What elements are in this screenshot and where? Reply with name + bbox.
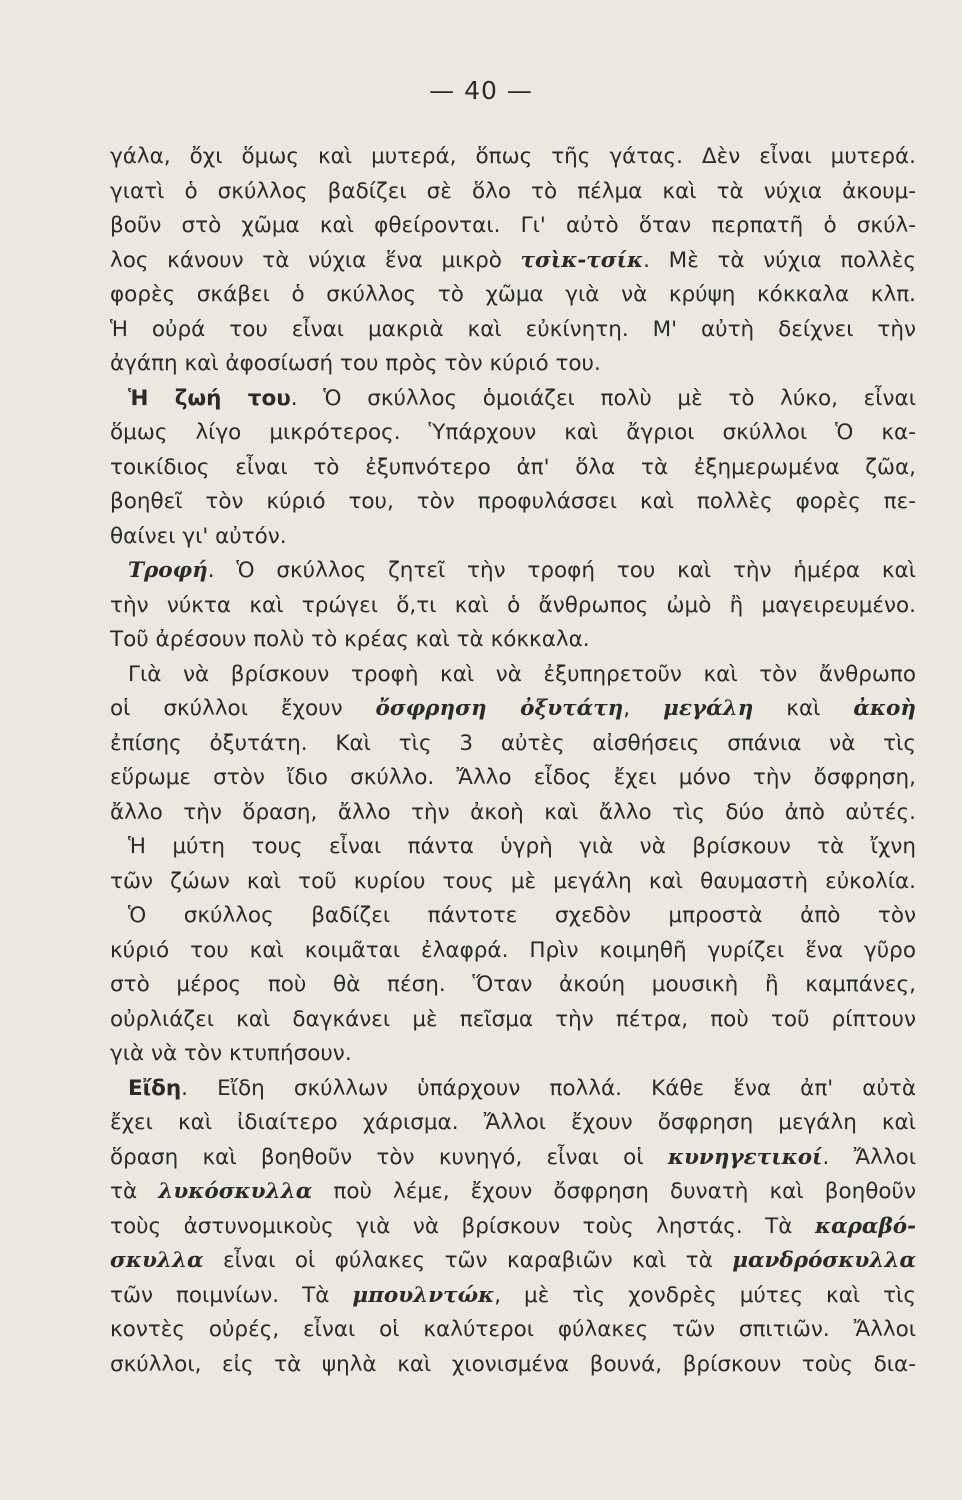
text-line xyxy=(110,175,916,210)
line-text: . Μὲ τὰ νύχια πολλὲς xyxy=(643,247,916,273)
emphasis-text: μπουλντώκ xyxy=(352,1282,495,1308)
line-text: βοῦν στὸ χῶμα καὶ φθείρονται. Γι' αὐτὸ ὅταν περπατῆ ὁ σκύλ- xyxy=(110,213,916,238)
line-text: εὕρωμε στὸν ἴδιο σκύλλο. Ἄλλο εἶδος ἔχει μόνο τὴν ὄσφρηση, xyxy=(110,765,916,790)
text-line xyxy=(110,313,916,348)
line-text: . Εἴδη σκύλλων ὑπάρχουν πολλά. Κάθε ἕνα ἀπ' αὐτὰ xyxy=(181,1075,916,1101)
text-line xyxy=(110,1106,916,1141)
text-line xyxy=(110,968,916,1003)
line-text: , μὲ τὶς χονδρὲς μύτες καὶ τὶς xyxy=(494,1282,916,1308)
emphasis-text: Τροφή xyxy=(128,558,208,583)
text-line xyxy=(110,485,916,520)
emphasis-text: μεγάλη xyxy=(663,696,754,721)
line-text: κύριό του καὶ κοιμᾶται ἐλαφρά. Πρὶν κοιμηθῆ γυρίζει ἕνα γῦρο xyxy=(110,937,916,963)
text-line xyxy=(110,451,916,486)
text-line xyxy=(110,589,916,624)
line-text: τοικίδιος εἶναι τὸ ἐξυπνότερο ἀπ' ὅλα τὰ ἐξημερωμένα ζῶα, xyxy=(110,454,916,480)
line-text: ὅραση καὶ βοηθοῦν τὸν κυνηγό, εἶναι οἱ xyxy=(110,1144,668,1170)
line-text: τῶν ποιμνίων. Τὰ xyxy=(110,1282,353,1308)
text-line xyxy=(110,658,916,693)
text-line xyxy=(110,347,916,382)
line-text: γάλα, ὄχι ὅμως καὶ μυτερά, ὅπως τῆς γάτας. Δὲν εἶναι μυτερά. xyxy=(110,144,916,169)
text-line xyxy=(110,796,916,831)
line-text: τὴν νύκτα καὶ τρώγει ὅ,τι καὶ ὁ ἄνθρωπος ὠμὸ ἢ μαγειρευμένο. xyxy=(110,592,916,618)
line-text: κοντὲς οὐρές, εἶναι οἱ καλύτεροι φύλακες τῶν σπιτιῶν. Ἄλλοι xyxy=(110,1317,916,1342)
body-text xyxy=(110,140,916,1382)
text-line xyxy=(110,244,916,279)
text-line xyxy=(110,692,916,727)
line-text: Ἡ οὐρά του εἶναι μακριὰ καὶ εὐκίνητη. Μ' αὐτὴ δείχνει τὴν xyxy=(110,316,916,342)
line-text: εἶναι οἱ φύλακες τῶν καραβιῶν καὶ τὰ xyxy=(203,1248,733,1273)
line-text: οὐρλιάζει καὶ δαγκάνει μὲ πεῖσμα τὴν πέτρα, ποὺ τοῦ ρίπτουν xyxy=(110,1006,916,1032)
emphasis-text: λυκόσκυλλα xyxy=(158,1179,313,1204)
line-text: βοηθεῖ τὸν κύριό του, τὸν προφυλάσσει καὶ πολλὲς φορὲς πε- xyxy=(110,489,916,514)
emphasis-text: ἀκοὴ xyxy=(853,696,916,721)
line-text: τὰ xyxy=(110,1179,159,1204)
text-line xyxy=(110,865,916,900)
text-line xyxy=(110,382,916,417)
line-text: Τοῦ ἀρέσουν πολὺ τὸ κρέας καὶ τὰ κόκκαλα. xyxy=(110,627,590,652)
line-text: σκύλλοι, εἰς τὰ ψηλὰ καὶ χιονισμένα βουνά, βρίσκουν τοὺς δια- xyxy=(110,1351,916,1377)
line-text: γιατὶ ὁ σκύλλος βαδίζει σὲ ὅλο τὸ πέλμα καὶ τὰ νύχια ἀκουμ- xyxy=(110,178,916,204)
text-line xyxy=(110,140,916,175)
text-line xyxy=(110,934,916,969)
line-text: ἀγάπη καὶ ἀφοσίωσή του πρὸς τὸν κύριό του. xyxy=(110,351,601,376)
line-text: . Ὁ σκύλλος ζητεῖ τὴν τροφή του καὶ τὴν ἡμέρα καὶ xyxy=(207,558,916,583)
line-text: . Ἄλλοι xyxy=(822,1144,916,1170)
emphasis-text: σκυλλα xyxy=(110,1248,204,1273)
line-text: . Ὁ σκύλλος ὁμοιάζει πολὺ μὲ τὸ λύκο, εἶναι xyxy=(290,385,916,411)
line-text: , xyxy=(623,696,664,721)
text-line xyxy=(110,761,916,796)
line-text: οἱ σκύλλοι ἔχουν xyxy=(110,696,376,721)
text-line xyxy=(110,1313,916,1348)
text-line xyxy=(110,209,916,244)
emphasis-text: Εἴδη xyxy=(128,1075,182,1101)
line-text: ἔχει καὶ ἰδιαίτερο χάρισμα. Ἄλλοι ἔχουν ὄσφρηση μεγάλη καὶ xyxy=(110,1110,916,1135)
line-text: γιὰ νὰ τὸν κτυπήσουν. xyxy=(110,1041,352,1066)
line-text: Γιὰ νὰ βρίσκουν τροφὴ καὶ νὰ ἐξυπηρετοῦν καὶ τὸν ἄνθρωπο xyxy=(128,661,916,687)
text-line xyxy=(110,1210,916,1245)
emphasis-text: κυνηγετικοί xyxy=(667,1144,823,1170)
text-line xyxy=(110,1003,916,1038)
emphasis-text: μανδρόσκυλλα xyxy=(732,1248,916,1273)
line-text: ἄλλο τὴν ὅραση, ἄλλο τὴν ἀκοὴ καὶ ἄλλο τὶς δύο ἀπὸ αὐτές. xyxy=(110,799,916,825)
text-line xyxy=(110,623,916,658)
page-number: — 40 — xyxy=(429,76,533,105)
line-text: θαίνει γι' αὐτόν. xyxy=(110,523,287,549)
line-text: ἐπίσης ὀξυτάτη. Καὶ τὶς 3 αὐτὲς αἰσθήσεις σπάνια νὰ τὶς xyxy=(110,730,916,756)
emphasis-text: ὄσφρηση ὀξυτάτη xyxy=(375,696,624,721)
text-line xyxy=(110,416,916,451)
text-line xyxy=(110,1279,916,1314)
text-line xyxy=(110,1141,916,1176)
line-text: τοὺς ἀστυνομικοὺς γιὰ νὰ βρίσκουν τοὺς ληστάς. Τὰ xyxy=(110,1213,815,1239)
line-text: τῶν ζώων καὶ τοῦ κυρίου τους μὲ μεγάλη καὶ θαυμαστὴ εὐκολία. xyxy=(110,868,916,894)
emphasis-text: τσὶκ-τσίκ xyxy=(520,247,644,273)
text-line xyxy=(110,520,916,555)
line-text: στὸ μέρος ποὺ θὰ πέση. Ὅταν ἀκούη μουσικὴ ἢ καμπάνες, xyxy=(110,972,916,997)
emphasis-text: Ἡ ζωή του xyxy=(128,385,291,411)
line-text: καὶ xyxy=(753,696,854,721)
line-text: Ὁ σκύλλος βαδίζει πάντοτε σχεδὸν μπροστὰ ἀπὸ τὸν xyxy=(128,903,916,928)
text-line xyxy=(110,554,916,589)
text-line xyxy=(110,1037,916,1072)
line-text: Ἡ μύτη τους εἶναι πάντα ὑγρὴ γιὰ νὰ βρίσκουν τὰ ἴχνη xyxy=(128,834,916,859)
line-text: φορὲς σκάβει ὁ σκύλλος τὸ χῶμα γιὰ νὰ κρύψη κόκκαλα κλπ. xyxy=(110,282,916,307)
text-line xyxy=(110,1244,916,1279)
text-line xyxy=(110,727,916,762)
text-line xyxy=(110,899,916,934)
text-line xyxy=(110,830,916,865)
text-line xyxy=(110,278,916,313)
line-text: ποὺ λέμε, ἔχουν ὄσφρηση δυνατὴ καὶ βοηθοῦν xyxy=(312,1179,917,1204)
text-line xyxy=(110,1348,916,1383)
line-text: ὅμως λίγο μικρότερος. Ὑπάρχουν καὶ ἄγριοι σκύλλοι Ὁ κα- xyxy=(110,420,916,445)
emphasis-text: καραβό- xyxy=(814,1213,916,1239)
text-line xyxy=(110,1072,916,1107)
text-line xyxy=(110,1175,916,1210)
line-text: λος κάνουν τὰ νύχια ἕνα μικρὸ xyxy=(110,247,521,273)
